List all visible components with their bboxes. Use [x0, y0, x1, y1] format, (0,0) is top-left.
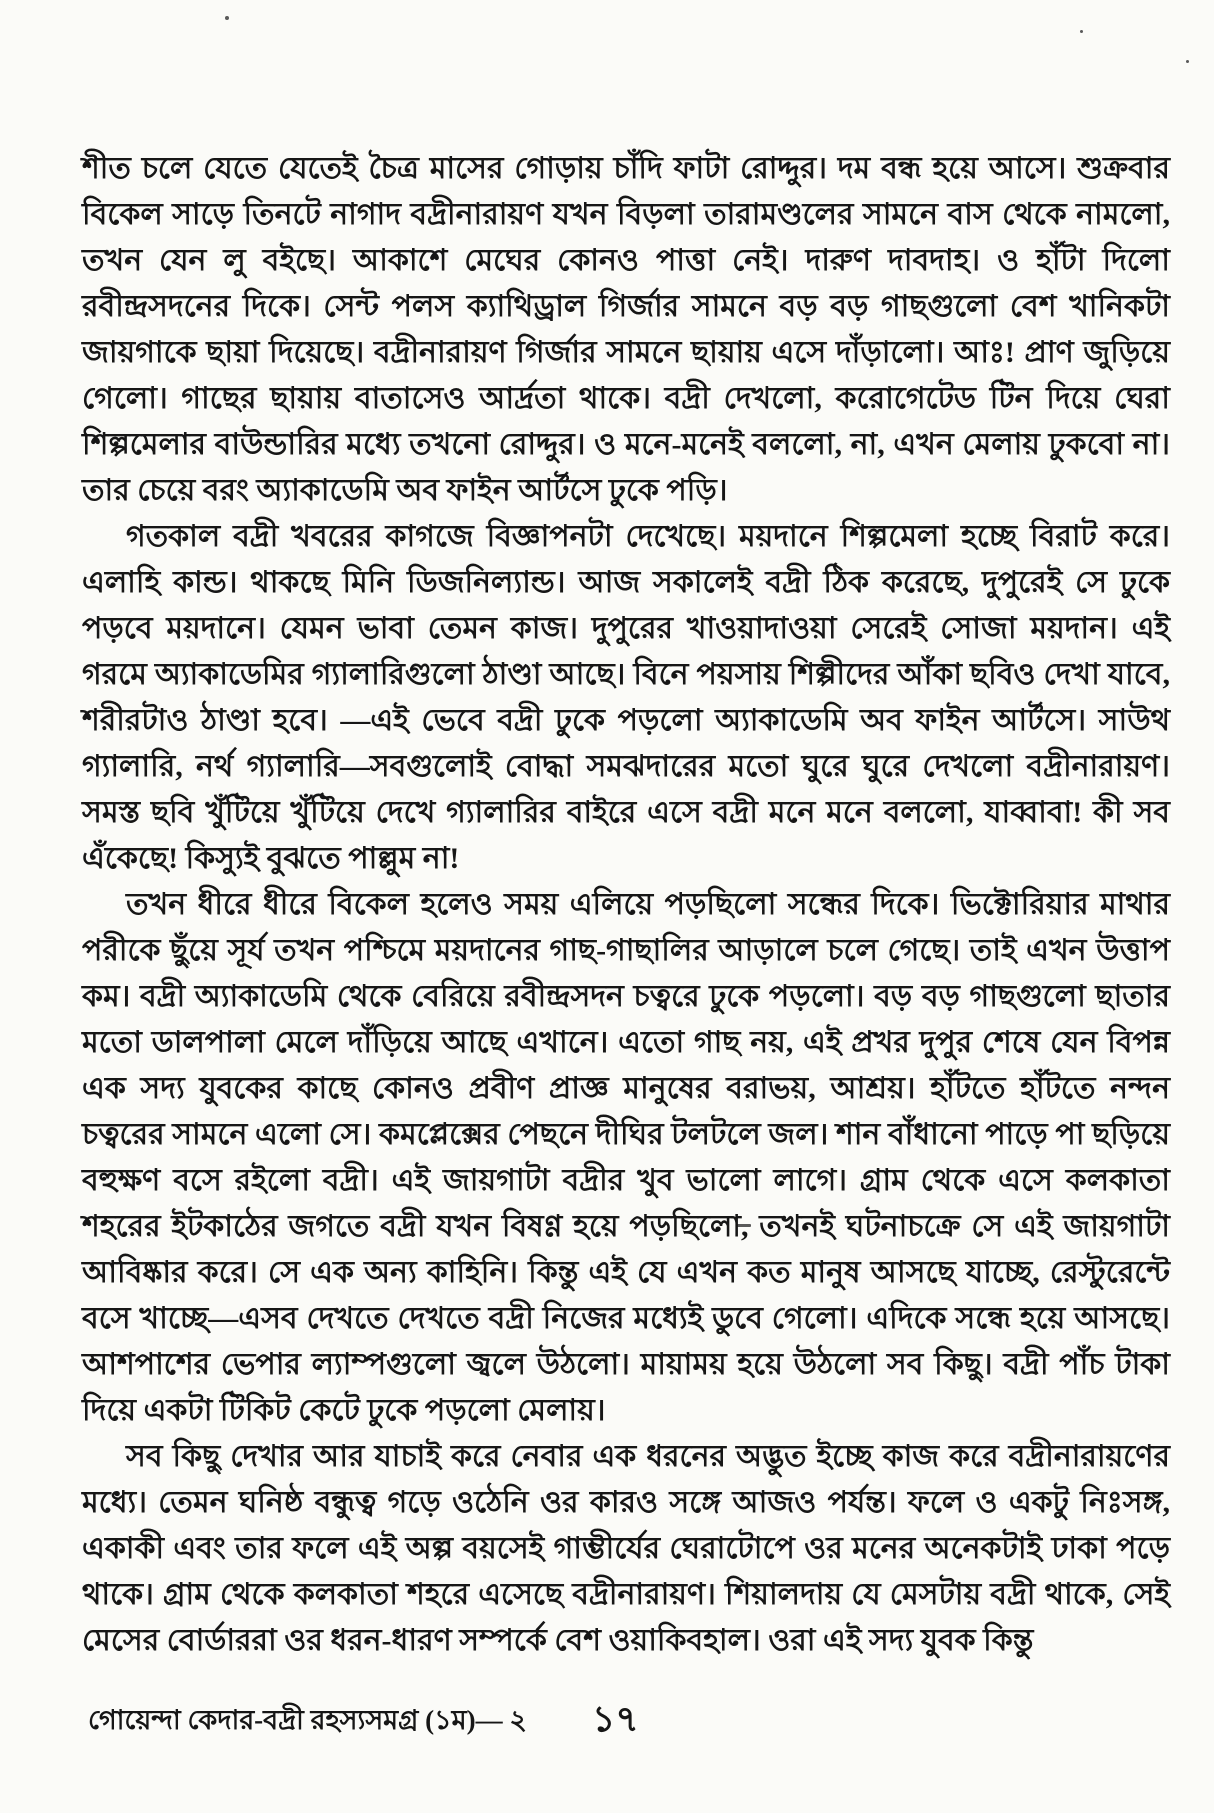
paragraph-1: শীত চলে যেতে যেতেই চৈত্র মাসের গোড়ায় চাঁদি ফাটা রোদ্দুর। দম বন্ধ হয়ে আসে। শুক্রবার বিকেল সাড়ে তিনটে নাগাদ বদ্রীনারায়ণ যখন বিড়লা তারামণ্ডলের সামনে বাস থেকে নামলো, তখন যেন লু বইছে। আকাশে মেঘের কোনও পাত্তা নেই। দারুণ দাবদাহ। ও হাঁটা দিলো রবীন্দ্রসদনের দিকে। সেন্ট পলস ক্যাথিড্রাল গির্জার সামনে বড় বড় গাছগুলো বেশ খানিকটা জায়গাকে ছায়া দিয়েছে। বদ্রীনারায়ণ গির্জার সামনে ছায়ায় এসে দাঁড়ালো। আঃ! প্রাণ জুড়িয়ে গেলো। গাছের ছায়ায় বাতাসেও আর্দ্রতা থাকে। বদ্রী দেখলো, করোগেটেড টিন দিয়ে ঘেরা শিল্পমেলার বাউন্ডারির মধ্যে তখনো রোদ্দুর। ও মনে-মনেই বললো, না, এখন মেলায় ঢুকবো না। তার চেয়ে বরং অ্যাকাডেমি অব ফাইন আর্টসে ঢুকে পড়ি। — [82, 152, 1170, 507]
page-number: ১৭ — [592, 1699, 639, 1739]
scan-speck — [225, 16, 229, 20]
scan-speck — [1080, 30, 1083, 33]
body-text — [82, 146, 1170, 1664]
paragraph-4: সব কিছু দেখার আর যাচাই করে নেবার এক ধরনের অদ্ভুত ইচ্ছে কাজ করে বদ্রীনারায়ণের মধ্যে। তেমন ঘনিষ্ঠ বন্ধুত্ব গড়ে ওঠেনি ওর কারও সঙ্গে আজও পর্যন্ত। ফলে ও একটু নিঃসঙ্গ, একাকী এবং তার ফলে এই অল্প বয়সেই গাম্ভীর্যের ঘেরাটোপে ওর মনের অনেকটাই ঢাকা পড়ে থাকে। গ্রাম থেকে কলকাতা শহরে এসেছে বদ্রীনারায়ণ। শিয়ালদায় যে মেসটায় বদ্রী থাকে, সেই মেসের বোর্ডাররা ওর ধরন-ধারণ সম্পর্কে বেশ ওয়াকিবহাল। ওরা এই সদ্য যুবক কিন্তু — [82, 1440, 1170, 1657]
footer-book-title: গোয়েন্দা কেদার-বদ্রী রহস্যসমগ্র (১ম)— ২ — [88, 1705, 527, 1735]
scan-speck — [1186, 60, 1189, 63]
paragraph-2: গতকাল বদ্রী খবরের কাগজে বিজ্ঞাপনটা দেখেছে। ময়দানে শিল্পমেলা হচ্ছে বিরাট করে। এলাহি কান্ড। থাকছে মিনি ডিজনিল্যান্ড। আজ সকালেই বদ্রী ঠিক করেছে, দুপুরেই সে ঢুকে পড়বে ময়দানে। যেমন ভাবা তেমন কাজ। দুপুরের খাওয়াদাওয়া সেরেই সোজা ময়দান। এই গরমে অ্যাকাডেমির গ্যালারিগুলো ঠাণ্ডা আছে। বিনে পয়সায় শিল্পীদের আঁকা ছবিও দেখা যাবে, শরীরটাও ঠাণ্ডা হবে। —এই ভেবে বদ্রী ঢুকে পড়লো অ্যাকাডেমি অব ফাইন আর্টসে। সাউথ গ্যালারি, নর্থ গ্যালারি—সবগুলোই বোদ্ধা সমঝদারের মতো ঘুরে ঘুরে দেখলো বদ্রীনারায়ণ। সমস্ত ছবি খুঁটিয়ে খুঁটিয়ে দেখে গ্যালারির বাইরে এসে বদ্রী মনে মনে বললো, যাব্বাবা! কী সব এঁকেছে! কিস্যুই বুঝতে পাল্লুম না! — [82, 520, 1170, 875]
paragraph-3: তখন ধীরে ধীরে বিকেল হলেও সময় এলিয়ে পড়ছিলো সন্ধের দিকে। ভিক্টোরিয়ার মাথার পরীকে ছুঁয়ে সূর্য তখন পশ্চিমে ময়দানের গাছ-গাছালির আড়ালে চলে গেছে। তাই এখন উত্তাপ কম। বদ্রী অ্যাকাডেমি থেকে বেরিয়ে রবীন্দ্রসদন চত্বরে ঢুকে পড়লো। বড় বড় গাছগুলো ছাতার মতো ডালপালা মেলে দাঁড়িয়ে আছে এখানে। এতো গাছ নয়, এই প্রখর দুপুর শেষে যেন বিপন্ন এক সদ্য যুবকের কাছে কোনও প্রবীণ প্রাজ্ঞ মানুষের বরাভয়, আশ্রয়। হাঁটতে হাঁটতে নন্দন চত্বরের সামনে এলো সে। কমপ্লেক্সের পেছনে দীঘির টলটলে জল। শান বাঁধানো পাড়ে পা ছড়িয়ে বহুক্ষণ বসে রইলো বদ্রী। এই জায়গাটা বদ্রীর খুব ভালো লাগে। গ্রাম থেকে এসে কলকাতা শহরের ইটকাঠের জগতে বদ্রী যখন বিষণ্ণ হয়ে পড়ছিলো, তখনই ঘটনাচক্রে সে এই জায়গাটা আবিষ্কার করে। সে এক অন্য কাহিনি। কিন্তু এই যে এখন কত মানুষ আসছে যাচ্ছে, রেস্টুরেন্টে বসে খাচ্ছে—এসব দেখতে দেখতে বদ্রী নিজের মধ্যেই ডুবে গেলো। এদিকে সন্ধে হয়ে আসছে। আশপাশের ভেপার ল্যাম্পগুলো জ্বলে উঠলো। মায়াময় হয়ে উঠলো সব কিছু। বদ্রী পাঁচ টাকা দিয়ে একটা টিকিট কেটে ঢুকে পড়লো মেলায়। — [82, 888, 1170, 1427]
